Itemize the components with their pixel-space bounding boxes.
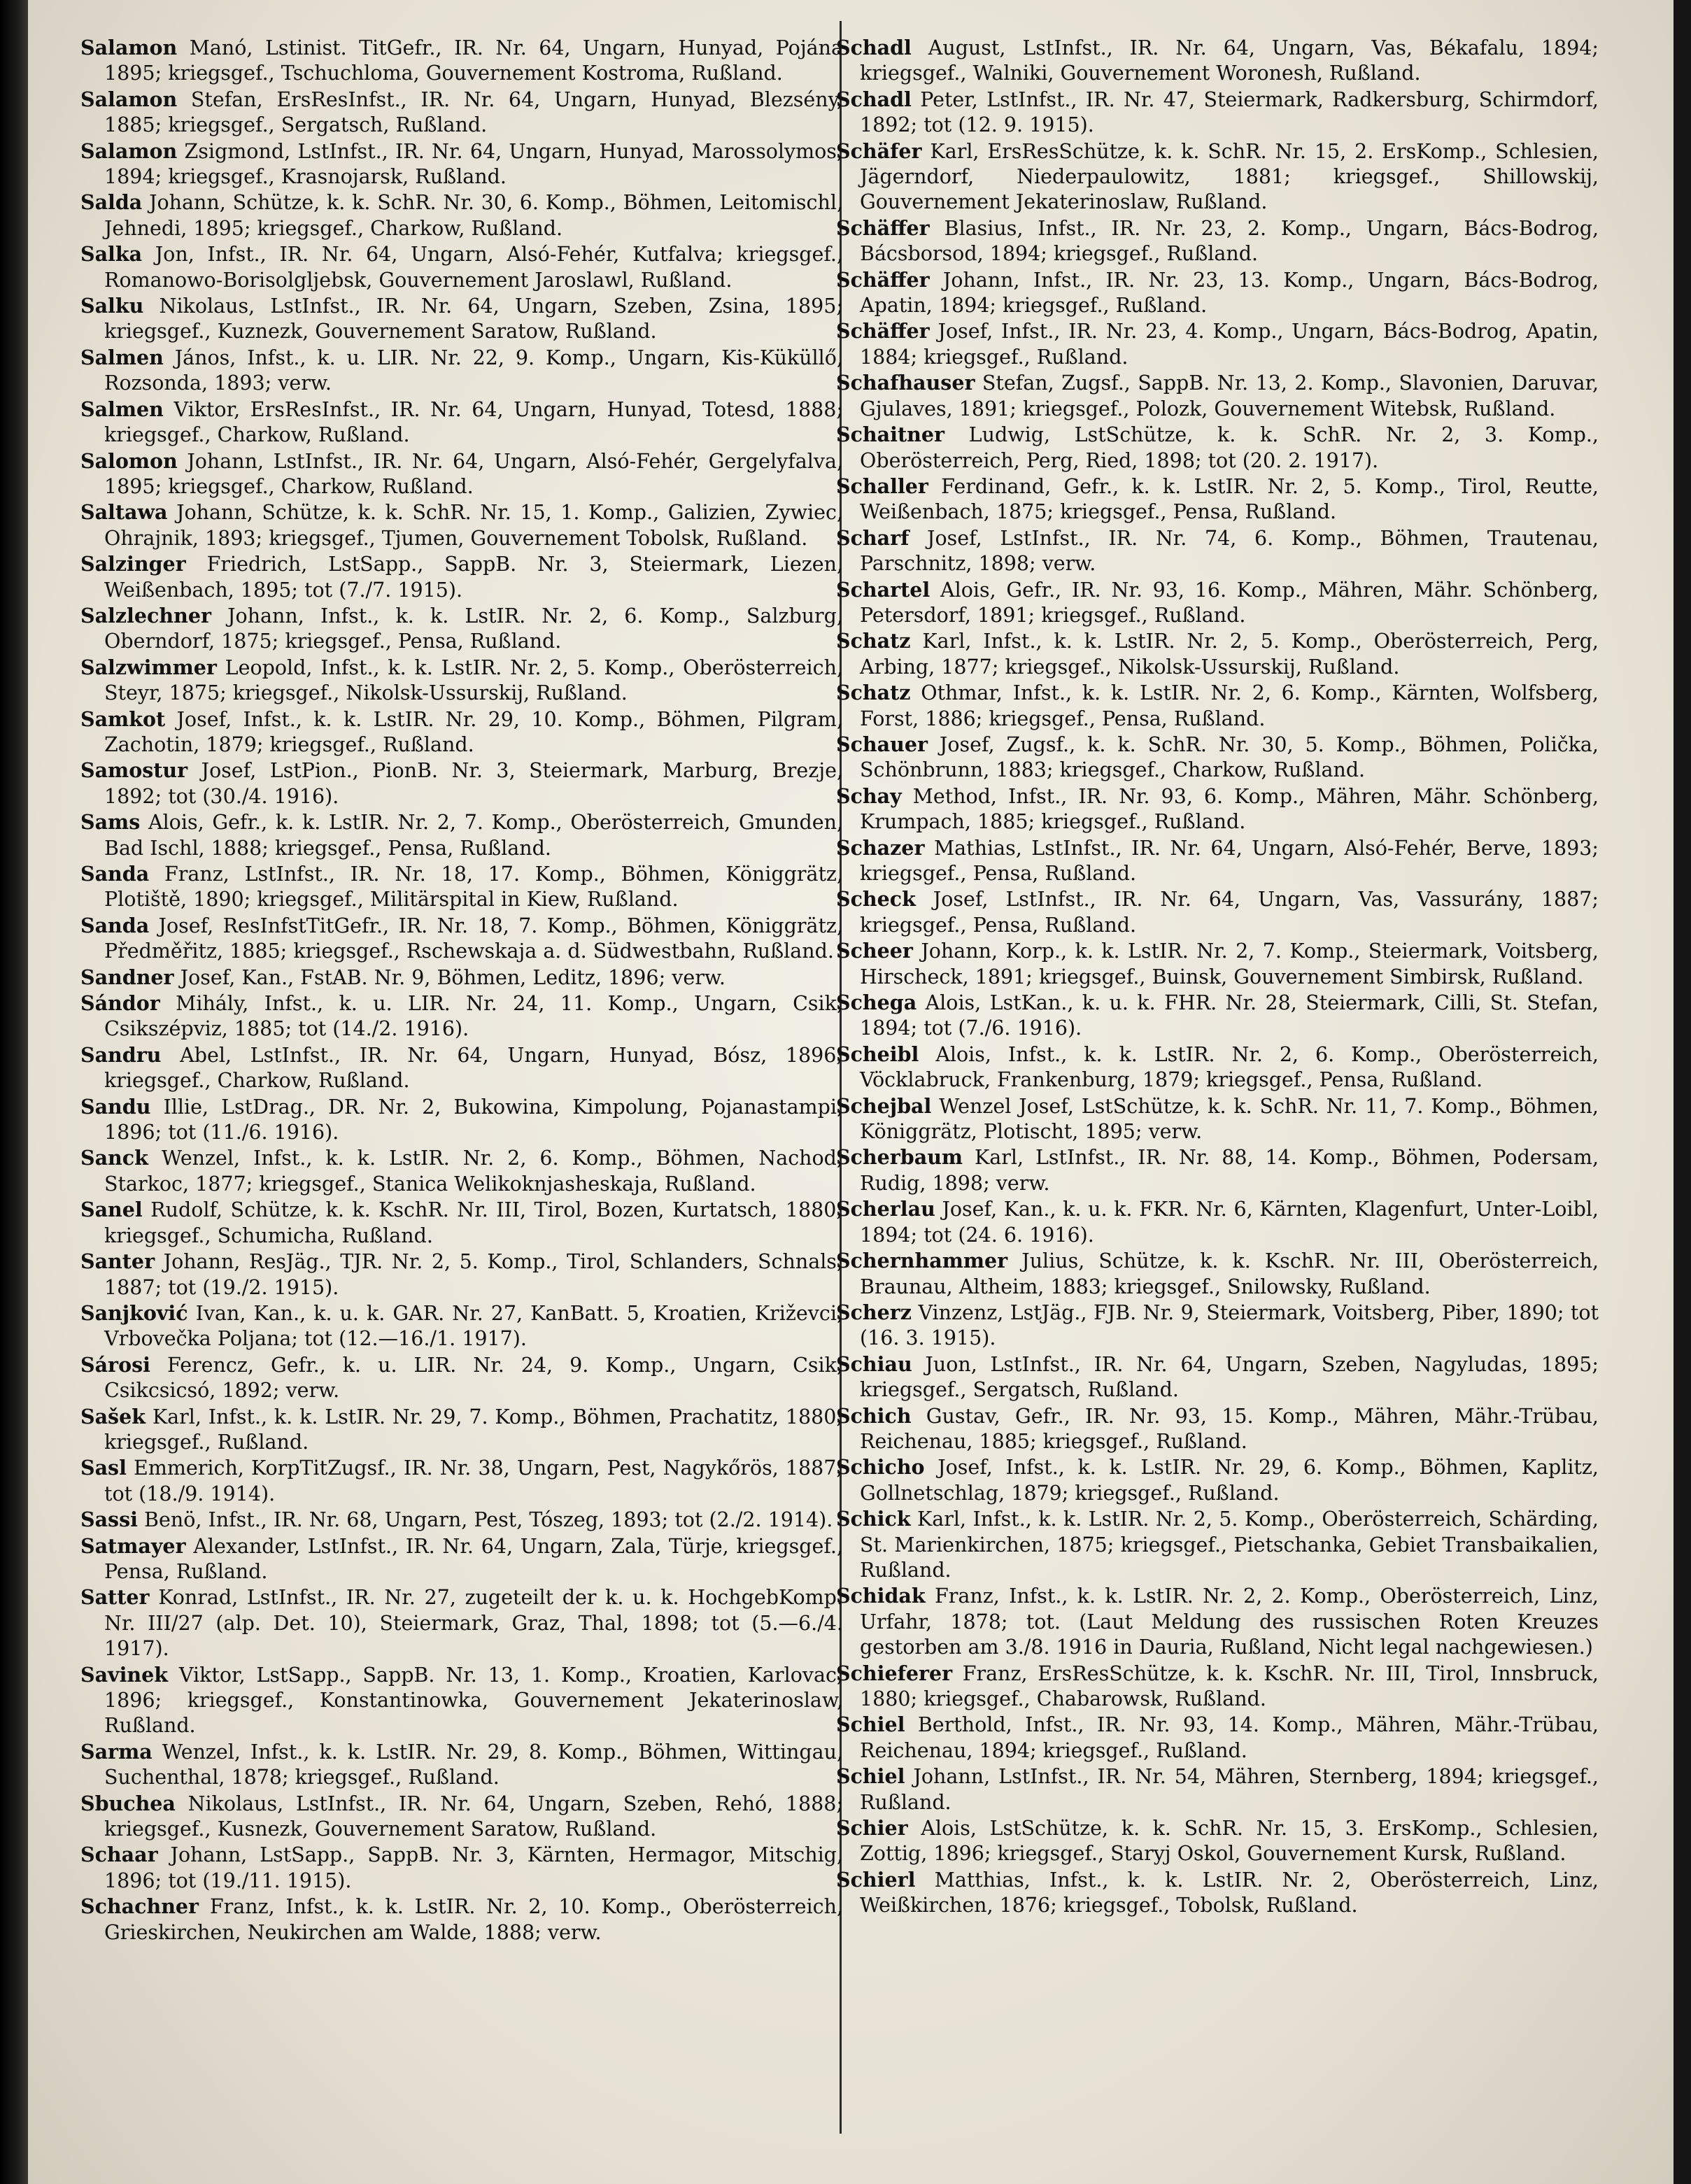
entry-surname: Schaitner	[836, 423, 944, 447]
entry-details: August, LstInfst., IR. Nr. 64, Ungarn, Vas, Békafalu, 1894; kriegsgef., Walniki, Gouvernement Woronesh, Rußland.	[860, 36, 1599, 85]
entry-details: Alois, Gefr., k. k. LstIR. Nr. 2, 7. Komp., Oberösterreich, Gmunden, Bad Ischl, 1888; kriegsgef., Pensa, Rußland.	[104, 811, 843, 860]
entry-details: Illie, LstDrag., DR. Nr. 2, Bukowina, Kimpolung, Pojanastampi, 1896; tot (11./6. 1916).	[104, 1095, 843, 1144]
entry-surname: Salzlechner	[80, 603, 211, 627]
entry-details: Josef, Infst., k. k. LstIR. Nr. 29, 6. Komp., Böhmen, Kaplitz, Gollnetschlag, 1879; kriegsgef., Rußland.	[860, 1456, 1599, 1505]
entry-surname: Salzwimmer	[80, 655, 217, 679]
list-entry	[80, 1584, 843, 1661]
entry-details: Josef, LstInfst., IR. Nr. 74, 6. Komp., Böhmen, Trautenau, Parschnitz, 1898; verw.	[860, 526, 1599, 576]
list-entry	[80, 241, 843, 293]
entry-details: Alois, Infst., k. k. LstIR. Nr. 2, 6. Komp., Oberösterreich, Vöcklabruck, Frankenburg, 1879; kriegsgef., Pensa, Rußland.	[860, 1042, 1599, 1092]
entry-details: Franz, Infst., k. k. LstIR. Nr. 2, 10. Komp., Oberösterreich, Grieskirchen, Neukirchen am Walde, 1888; verw.	[104, 1895, 843, 1944]
entry-details: Johann, LstInfst., IR. Nr. 64, Ungarn, Alsó-Fehér, Gergelyfalva, 1895; kriegsgef., Charkow, Rußland.	[104, 449, 843, 498]
entry-surname: Sandu	[80, 1094, 151, 1119]
list-entry	[836, 1815, 1599, 1867]
entry-surname: Schäffer	[836, 319, 930, 343]
list-entry	[80, 707, 843, 758]
list-entry	[80, 293, 843, 345]
entry-details: Konrad, LstInfst., IR. Nr. 27, zugeteilt der k. u. k. HochgebKomp. Nr. III/27 (alp. Det. 10), Steiermark, Graz, Thal, 1898; tot (5.—6./4. 1917).	[104, 1586, 843, 1661]
entry-surname: Schicho	[836, 1455, 925, 1480]
list-entry	[80, 35, 843, 87]
entry-surname: Sanck	[80, 1146, 148, 1170]
entry-surname: Schäffer	[836, 215, 930, 240]
entry-details: Ferencz, Gefr., k. u. LIR. Nr. 24, 9. Komp., Ungarn, Csik, Csikcsicsó, 1892; verw.	[104, 1353, 843, 1403]
entry-surname: Schiau	[836, 1352, 912, 1376]
entry-details: Johann, Schütze, k. k. SchR. Nr. 15, 1. Komp., Galizien, Zywiec, Ohrajnik, 1893; kriegsgef., Tjumen, Gouvernement Tobolsk, Rußland.	[104, 501, 843, 550]
entry-details: Nikolaus, LstInfst., IR. Nr. 64, Ungarn, Szeben, Rehó, 1888; kriegsgef., Kusnezk, Gouvernement Saratow, Rußland.	[104, 1792, 843, 1841]
entry-surname: Schauer	[836, 732, 928, 756]
entry-details: Johann, Infst., k. k. LstIR. Nr. 2, 6. Komp., Salzburg, Oberndorf, 1875; kriegsgef., Pensa, Rußland.	[104, 604, 843, 653]
entry-details: Josef, LstPion., PionB. Nr. 3, Steiermark, Marburg, Brezje, 1892; tot (30./4. 1916).	[104, 759, 843, 808]
entry-surname: Salku	[80, 294, 144, 318]
entry-details: Stefan, ErsResInfst., IR. Nr. 64, Ungarn, Hunyad, Blezsény, 1885; kriegsgef., Sergatsch, Rußland.	[104, 87, 843, 137]
list-entry	[836, 35, 1599, 87]
list-entry	[80, 655, 843, 707]
list-entry	[836, 1042, 1599, 1093]
list-entry	[836, 1300, 1599, 1352]
entry-surname: Schäfer	[836, 139, 922, 163]
list-entry	[836, 1764, 1599, 1815]
entry-details: Nikolaus, LstInfst., IR. Nr. 64, Ungarn, Szeben, Zsina, 1895; kriegsgef., Kuznezk, Gouvernement Saratow, Rußland.	[104, 295, 843, 343]
entry-surname: Santer	[80, 1249, 155, 1274]
entry-surname: Schartel	[836, 577, 931, 602]
entry-details: Johann, LstInfst., IR. Nr. 54, Mähren, Sternberg, 1894; kriegsgef., Rußland.	[860, 1765, 1599, 1814]
entry-surname: Sarma	[80, 1739, 153, 1764]
entry-surname: Sams	[80, 810, 141, 835]
entry-surname: Sanjković	[80, 1300, 188, 1325]
entry-surname: Salzinger	[80, 552, 186, 576]
entry-details: Viktor, LstSapp., SappB. Nr. 13, 1. Komp., Kroatien, Karlovac, 1896; kriegsgef., Konstantinowka, Gouvernement Jekaterinoslaw, Rußland.	[104, 1663, 843, 1738]
list-entry	[80, 551, 843, 603]
entry-surname: Schatz	[836, 629, 911, 653]
entry-details: Blasius, Infst., IR. Nr. 23, 2. Komp., Ungarn, Bács-Bodrog, Bácsborsod, 1894; kriegsgef., Rußland.	[860, 216, 1599, 266]
left-column	[80, 35, 843, 1945]
entry-surname: Scherbaum	[836, 1145, 963, 1170]
entry-surname: Salda	[80, 190, 143, 215]
list-entry	[80, 965, 843, 991]
entry-details: Wenzel Josef, LstSchütze, k. k. SchR. Nr. 11, 7. Komp., Böhmen, Königgrätz, Plotischt, 1895; verw.	[860, 1094, 1599, 1144]
entry-details: Gustav, Gefr., IR. Nr. 93, 15. Komp., Mähren, Mähr.-Trübau, Reichenau, 1885; kriegsgef., Rußland.	[860, 1404, 1599, 1453]
list-entry	[80, 1352, 843, 1404]
list-entry	[80, 1455, 843, 1507]
entry-details: Alexander, LstInfst., IR. Nr. 64, Ungarn, Zala, Türje, kriegsgef., Pensa, Rußland.	[104, 1534, 843, 1583]
list-entry	[836, 886, 1599, 938]
entry-surname: Samkot	[80, 707, 166, 731]
list-entry	[80, 1533, 843, 1585]
entry-details: Johann, LstSapp., SappB. Nr. 3, Kärnten, Hermagor, Mitschig, 1896; tot (19./11. 1915).	[104, 1843, 843, 1892]
entry-details: Mihály, Infst., k. u. LIR. Nr. 24, 11. Komp., Ungarn, Csik, Csikszépviz, 1885; tot (14./2. 1916).	[104, 992, 843, 1041]
entry-surname: Schier	[836, 1816, 908, 1841]
entry-surname: Schejbal	[836, 1093, 932, 1118]
entry-details: Franz, ErsResSchütze, k. k. KschR. Nr. III, Tirol, Innsbruck, 1880; kriegsgef., Chabarowsk, Rußland.	[860, 1661, 1599, 1710]
entry-surname: Salamon	[80, 139, 178, 163]
entry-surname: Scherz	[836, 1300, 912, 1324]
entry-details: Rudolf, Schütze, k. k. KschR. Nr. III, Tirol, Bozen, Kurtatsch, 1880; kriegsgef., Schumicha, Rußland.	[104, 1198, 843, 1247]
list-entry	[80, 139, 843, 190]
entry-details: Berthold, Infst., IR. Nr. 93, 14. Komp., Mähren, Mähr.-Trübau, Reichenau, 1894; kriegsgef., Rußland.	[860, 1713, 1599, 1762]
list-entry	[836, 1506, 1599, 1583]
entry-details: Leopold, Infst., k. k. LstIR. Nr. 2, 5. Komp., Oberösterreich, Steyr, 1875; kriegsgef., Nikolsk-Ussurskij, Rußland.	[104, 655, 843, 705]
list-entry	[836, 1661, 1599, 1713]
list-entry	[80, 87, 843, 139]
list-entry	[80, 345, 843, 397]
list-entry	[836, 732, 1599, 783]
entry-surname: Sándor	[80, 991, 160, 1016]
entry-details: Karl, Infst., k. k. LstIR. Nr. 2, 5. Komp., Oberösterreich, Schärding, St. Marienkirchen, 1875; kriegsgef., Pietschanka, Gebiet Transbaikalien, Rußland.	[860, 1508, 1599, 1582]
list-entry	[80, 1842, 843, 1894]
list-entry	[80, 397, 843, 448]
entry-surname: Sbuchea	[80, 1791, 176, 1815]
list-entry	[836, 139, 1599, 215]
entry-details: Johann, Korp., k. k. LstIR. Nr. 2, 7. Komp., Steiermark, Voitsberg, Hirscheck, 1891; kriegsgef., Buinsk, Gouvernement Simbirsk, Rußland.	[860, 939, 1599, 988]
list-entry	[836, 835, 1599, 887]
list-entry	[80, 913, 843, 965]
list-entry	[836, 215, 1599, 267]
entry-details: Josef, Infst., IR. Nr. 23, 4. Komp., Ungarn, Bács-Bodrog, Apatin, 1884; kriegsgef., Rußland.	[860, 320, 1599, 369]
entry-surname: Sanda	[80, 913, 150, 937]
entry-details: Josef, Kan., k. u. k. FKR. Nr. 6, Kärnten, Klagenfurt, Unter-Loibl, 1894; tot (24. 6. 1916).	[860, 1198, 1599, 1247]
list-entry	[836, 318, 1599, 370]
entry-details: Benö, Infst., IR. Nr. 68, Ungarn, Pest, Tószeg, 1893; tot (2./2. 1914).	[137, 1508, 833, 1532]
entry-surname: Scheck	[836, 887, 916, 912]
list-entry	[80, 603, 843, 655]
right-column	[836, 35, 1599, 1919]
entry-surname: Schernhammer	[836, 1249, 1008, 1273]
scan-border	[0, 0, 28, 2184]
entry-surname: Sandru	[80, 1042, 162, 1067]
list-entry	[836, 628, 1599, 680]
entry-surname: Salmen	[80, 345, 164, 369]
entry-surname: Scharf	[836, 525, 910, 550]
list-entry	[80, 861, 843, 913]
entry-surname: Schachner	[80, 1894, 199, 1919]
entry-details: Julius, Schütze, k. k. KschR. Nr. III, Oberösterreich, Braunau, Altheim, 1883; kriegsgef., Snilowsky, Rußland.	[860, 1249, 1599, 1298]
list-entry	[80, 1739, 843, 1791]
entry-details: Manó, Lstinist. TitGefr., IR. Nr. 64, Ungarn, Hunyad, Pojána 1895; kriegsgef., Tschuchloma, Gouvernement Kostroma, Rußland.	[104, 36, 843, 85]
list-entry	[836, 87, 1599, 139]
list-entry	[836, 1867, 1599, 1919]
list-entry	[80, 1791, 843, 1843]
list-entry	[80, 499, 843, 551]
list-entry	[836, 1093, 1599, 1145]
entry-surname: Salamon	[80, 36, 178, 59]
entry-details: Franz, LstInfst., IR. Nr. 18, 17. Komp., Böhmen, Königgrätz, Plotiště, 1890; kriegsgef., Militärspital in Kiew, Rußland.	[104, 863, 843, 912]
entry-details: Wenzel, Infst., k. k. LstIR. Nr. 2, 6. Komp., Böhmen, Nachod, Starkoc, 1877; kriegsgef., Stanica Welikoknjasheskaja, Rußland.	[104, 1147, 843, 1196]
list-entry	[80, 991, 843, 1042]
list-entry	[836, 474, 1599, 525]
entry-details: Karl, ErsResSchütze, k. k. SchR. Nr. 15, 2. ErsKomp., Schlesien, Jägerndorf, Niederpaulowitz, 1881; kriegsgef., Shillowskij, Gouvernement Jekaterinoslaw, Rußland.	[860, 139, 1599, 214]
entry-details: Abel, LstInfst., IR. Nr. 64, Ungarn, Hunyad, Bósz, 1896; kriegsgef., Charkow, Rußland.	[104, 1043, 843, 1093]
entry-details: Ivan, Kan., k. u. k. GAR. Nr. 27, KanBatt. 5, Kroatien, Križevci, Vrbovečka Poljana; tot (12.—16./1. 1917).	[104, 1301, 843, 1351]
entry-details: Stefan, Zugsf., SappB. Nr. 13, 2. Komp., Slavonien, Daruvar, Gjulaves, 1891; kriegsgef., Polozk, Gouvernement Witebsk, Rußland.	[860, 371, 1599, 420]
entry-surname: Salka	[80, 242, 143, 267]
entry-surname: Salomon	[80, 448, 178, 473]
list-entry	[836, 525, 1599, 577]
entry-surname: Salmen	[80, 397, 164, 421]
entry-details: Mathias, LstInfst., IR. Nr. 64, Ungarn, Alsó-Fehér, Berve, 1893; kriegsgef., Pensa, Rußland.	[860, 836, 1599, 885]
entry-details: Alois, Gefr., IR. Nr. 93, 16. Komp., Mähren, Mähr. Schönberg, Petersdorf, 1891; kriegsgef., Rußland.	[860, 578, 1599, 627]
entry-details: Ludwig, LstSchütze, k. k. SchR. Nr. 2, 3. Komp., Oberösterreich, Perg, Ried, 1898; tot (20. 2. 1917).	[860, 423, 1599, 472]
entry-surname: Samostur	[80, 758, 188, 783]
entry-details: Wenzel, Infst., k. k. LstIR. Nr. 29, 8. Komp., Böhmen, Wittingau, Suchenthal, 1878; kriegsgef., Rußland.	[104, 1740, 843, 1789]
entry-surname: Scherlau	[836, 1197, 935, 1221]
entry-details: Zsigmond, LstInfst., IR. Nr. 64, Ungarn, Hunyad, Marossolymos, 1894; kriegsgef., Krasnojarsk, Rußland.	[104, 139, 843, 189]
list-entry	[836, 577, 1599, 629]
entry-surname: Sandner	[80, 965, 174, 989]
entry-details: Josef, LstInfst., IR. Nr. 64, Ungarn, Vas, Vassurány, 1887; kriegsgef., Pensa, Rußland.	[860, 888, 1599, 937]
entry-surname: Satter	[80, 1585, 150, 1610]
entry-surname: Schafhauser	[836, 371, 975, 395]
entry-surname: Satmayer	[80, 1533, 186, 1558]
entry-surname: Saltawa	[80, 500, 168, 525]
entry-details: Jon, Infst., IR. Nr. 64, Ungarn, Alsó-Fehér, Kutfalva; kriegsgef., Romanowo-Borisolgljebsk, Gouvernement Jaroslawl, Rußland.	[104, 243, 843, 292]
list-entry	[80, 1404, 843, 1456]
entry-surname: Schick	[836, 1507, 911, 1531]
list-entry	[836, 680, 1599, 732]
entry-details: Vinzenz, LstJäg., FJB. Nr. 9, Steiermark, Voitsberg, Piber, 1890; tot (16. 3. 1915).	[860, 1300, 1599, 1350]
entry-details: Juon, LstInfst., IR. Nr. 64, Ungarn, Szeben, Nagyludas, 1895; kriegsgef., Sergatsch, Rußland.	[860, 1352, 1599, 1402]
entry-surname: Schidak	[836, 1584, 926, 1608]
list-entry	[80, 1145, 843, 1197]
entry-surname: Sárosi	[80, 1352, 150, 1377]
entry-details: Johann, Schütze, k. k. SchR. Nr. 30, 6. Komp., Böhmen, Leitomischl, Jehnedi, 1895; kriegsgef., Charkow, Rußland.	[104, 191, 843, 240]
list-entry	[836, 1196, 1599, 1248]
list-entry	[836, 1583, 1599, 1660]
entry-surname: Schiel	[836, 1713, 905, 1737]
entry-surname: Schaller	[836, 474, 928, 498]
entry-surname: Scheibl	[836, 1042, 919, 1066]
list-entry	[80, 1894, 843, 1945]
list-entry	[80, 1042, 843, 1094]
entry-details: Matthias, Infst., k. k. LstIR. Nr. 2, Oberösterreich, Linz, Weißkirchen, 1876; kriegsgef., Tobolsk, Rußland.	[860, 1868, 1599, 1917]
list-entry	[80, 1197, 843, 1249]
list-entry	[836, 267, 1599, 319]
entry-details: Alois, LstKan., k. u. k. FHR. Nr. 28, Steiermark, Cilli, St. Stefan, 1894; tot (7./6. 1916).	[860, 991, 1599, 1040]
list-entry	[836, 370, 1599, 422]
entry-surname: Schaar	[80, 1843, 158, 1867]
entry-details: Karl, LstInfst., IR. Nr. 88, 14. Komp., Böhmen, Podersam, Rudig, 1898; verw.	[860, 1146, 1599, 1195]
list-entry	[80, 758, 843, 809]
entry-details: Method, Infst., IR. Nr. 93, 6. Komp., Mähren, Mähr. Schönberg, Krumpach, 1885; kriegsgef., Rußland.	[860, 784, 1599, 834]
list-entry	[80, 809, 843, 861]
entry-surname: Sanda	[80, 862, 150, 886]
entry-surname: Scheer	[836, 939, 913, 963]
entry-details: Josef, ResInfstTitGefr., IR. Nr. 18, 7. Komp., Böhmen, Königgrätz, Předměřitz, 1885; kriegsgef., Rschewskaja a. d. Südwestbahn, Rußland.	[104, 914, 843, 963]
entry-surname: Schiel	[836, 1764, 905, 1789]
entry-details: Viktor, ErsResInfst., IR. Nr. 64, Ungarn, Hunyad, Totesd, 1888; kriegsgef., Charkow, Rußland.	[104, 397, 843, 447]
entry-surname: Schich	[836, 1403, 912, 1428]
entry-details: Josef, Kan., FstAB. Nr. 9, Böhmen, Leditz, 1896; verw.	[174, 965, 726, 989]
list-entry	[836, 1352, 1599, 1403]
entry-details: Emmerich, KorpTitZugsf., IR. Nr. 38, Ungarn, Pest, Nagykőrös, 1887; tot (18./9. 1914).	[104, 1456, 843, 1505]
entry-details: Karl, Infst., k. k. LstIR. Nr. 2, 5. Komp., Oberösterreich, Perg, Arbing, 1877; kriegsgef., Nikolsk-Ussurskij, Rußland.	[860, 630, 1599, 679]
list-entry	[80, 190, 843, 241]
entry-details: Josef, Infst., k. k. LstIR. Nr. 29, 10. Komp., Böhmen, Pilgram, Zachotin, 1879; kriegsgef., Rußland.	[104, 707, 843, 756]
list-entry	[836, 422, 1599, 474]
entry-details: Johann, ResJäg., TJR. Nr. 2, 5. Komp., Tirol, Schlanders, Schnals, 1887; tot (19./2. 1915).	[104, 1250, 843, 1299]
entry-details: János, Infst., k. u. LIR. Nr. 22, 9. Komp., Ungarn, Kis-Küküllő, Rozsonda, 1893; verw.	[104, 346, 843, 395]
entry-details: Othmar, Infst., k. k. LstIR. Nr. 2, 6. Komp., Kärnten, Wolfsberg, Forst, 1886; kriegsgef., Pensa, Rußland.	[860, 681, 1599, 730]
entry-surname: Schazer	[836, 835, 925, 860]
entry-surname: Schierl	[836, 1867, 916, 1892]
list-entry	[836, 938, 1599, 990]
list-entry	[836, 990, 1599, 1042]
entry-details: Peter, LstInfst., IR. Nr. 47, Steiermark, Radkersburg, Schirmdorf, 1892; tot (12. 9. 1915).	[860, 87, 1599, 137]
entry-surname: Schieferer	[836, 1661, 953, 1685]
entry-details: Franz, Infst., k. k. LstIR. Nr. 2, 2. Komp., Oberösterreich, Linz, Urfahr, 1878; tot. (Laut Meldung des russischen Roten Kreuzes gestorben am 3./8. 1916 in Dauria, Rußland, Nicht legal nachgewiesen.)	[860, 1584, 1599, 1659]
entry-surname: Schäffer	[836, 267, 930, 292]
entry-surname: Schega	[836, 991, 917, 1015]
entry-surname: Sassi	[80, 1508, 138, 1532]
list-entry	[836, 1712, 1599, 1764]
list-entry	[836, 783, 1599, 835]
entry-details: Friedrich, LstSapp., SappB. Nr. 3, Steiermark, Liezen, Weißenbach, 1895; tot (7./7. 1915).	[104, 553, 843, 602]
list-entry	[836, 1144, 1599, 1196]
list-entry	[836, 1248, 1599, 1300]
entry-details: Alois, LstSchütze, k. k. SchR. Nr. 15, 3. ErsKomp., Schlesien, Zottig, 1896; kriegsgef., Staryj Oskol, Gouvernement Kursk, Rußland.	[860, 1817, 1599, 1866]
entry-surname: Savinek	[80, 1662, 169, 1687]
list-entry	[836, 1454, 1599, 1506]
list-entry	[80, 1507, 843, 1533]
entry-surname: Schatz	[836, 681, 911, 705]
list-entry	[80, 1094, 843, 1146]
entry-details: Ferdinand, Gefr., k. k. LstIR. Nr. 2, 5. Komp., Tirol, Reutte, Weißenbach, 1875; kriegsgef., Pensa, Rußland.	[860, 474, 1599, 524]
list-entry	[80, 1662, 843, 1739]
list-entry	[80, 1300, 843, 1352]
entry-surname: Sašek	[80, 1404, 146, 1428]
entry-surname: Salamon	[80, 87, 178, 111]
list-entry	[836, 1403, 1599, 1455]
entry-surname: Sanel	[80, 1198, 143, 1222]
list-entry	[80, 1249, 843, 1300]
entry-details: Johann, Infst., IR. Nr. 23, 13. Komp., Ungarn, Bács-Bodrog, Apatin, 1894; kriegsgef., Rußland.	[860, 268, 1599, 318]
entry-details: Josef, Zugsf., k. k. SchR. Nr. 30, 5. Komp., Böhmen, Polička, Schönbrunn, 1883; kriegsgef., Charkow, Rußland.	[860, 732, 1599, 782]
entry-surname: Schay	[836, 783, 902, 808]
entry-surname: Sasl	[80, 1456, 127, 1480]
entry-surname: Schadl	[836, 36, 912, 59]
entry-surname: Schadl	[836, 87, 912, 111]
entry-details: Karl, Infst., k. k. LstIR. Nr. 29, 7. Komp., Böhmen, Prachatitz, 1880; kriegsgef., Rußland.	[104, 1405, 843, 1454]
list-entry	[80, 448, 843, 500]
